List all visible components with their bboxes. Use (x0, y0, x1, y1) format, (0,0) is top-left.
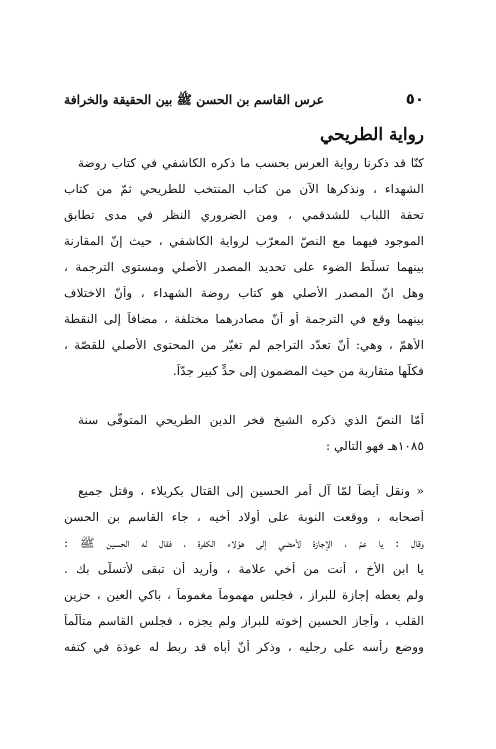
text-line: وقال : يا عمّ ، الإجازة لأمضي إلى هؤلاء الكفرة ، فقال له الحسين ﷺ : (64, 536, 424, 550)
running-title: عرس القاسم بن الحسن ﷺ بين الحقيقة والخرافة (64, 92, 325, 107)
page-number: ٥٠ (405, 90, 424, 108)
divider (64, 460, 424, 461)
text-line: ولم يعطه إجازة للبراز ، فجلس مهموماً مغموماً ، باكي العين ، حزين (64, 588, 424, 602)
text-line: فكلّها متقاربة من حيث المضمون إلى حدٍّ كبير جدّاً. (172, 364, 424, 378)
text-line: الموجود فيهما مع النصّ المعرّب لرواية الكاشفي ، حيث إنّ المقارنة (64, 234, 424, 248)
text-line: كنّا قد ذكرنا رواية العرس بحسب ما ذكره الكاشفي في كتاب روضة (78, 156, 424, 170)
text-line: وهل انّ المصدر الأصلي هو كتاب روضة الشهداء ، وأنّ الاختلاف (64, 286, 424, 300)
text-line: أصحابه ، ووقعت النوبة على أولاد أخيه ، جاء القاسم بن الحسن (64, 510, 424, 524)
text-line: القلب ، وأجاز الحسين إخوته للبراز ولم يجزه ، فجلس القاسم متألّماً (64, 614, 424, 628)
text-line: بينهما تسلّط الضوء على تحديد المصدر الأصلي ومستوى الترجمة ، (64, 260, 424, 274)
text-line: أمّا النصّ الذي ذكره الشيخ فخر الدين الطريحي المتوفّى سنة (78, 413, 424, 427)
text-line: الشهداء ، ونذكرها الآن من كتاب المنتخب للطريحي ثمّ من كتاب (64, 182, 424, 196)
text-line: الأهمّ ، وهي: أنّ تعدّد التراجم لم تغيّر من المحتوى الأصلي للقصّة ، (64, 338, 424, 352)
text-line: ١٠٨٥هـ فهو التالي : (325, 439, 424, 453)
text-line: تحفة اللباب للشدقمي ، ومن الضروري النظر في مدى تطابق (64, 208, 424, 222)
text-line: ووضع رأسه على رجليه ، وذكر أنّ أباه قد ربط له عوذة في كتفه (64, 640, 424, 654)
text-line: يا ابن الأخ ، أنت من أخي علامة ، وأريد أن تبقى لأتسلّى بك . (64, 562, 424, 576)
text-line: « ونقل أيضاً لمّا آل أمر الحسين إلى القتال بكربلاء ، وقتل جميع (78, 484, 424, 498)
text-line: بينهما وقع في الترجمة أو أنّ مصادرهما مختلفة ، مضافاً إلى النقطة (64, 312, 424, 326)
page-header (64, 92, 424, 112)
section-heading: رواية الطريحي (319, 125, 424, 145)
